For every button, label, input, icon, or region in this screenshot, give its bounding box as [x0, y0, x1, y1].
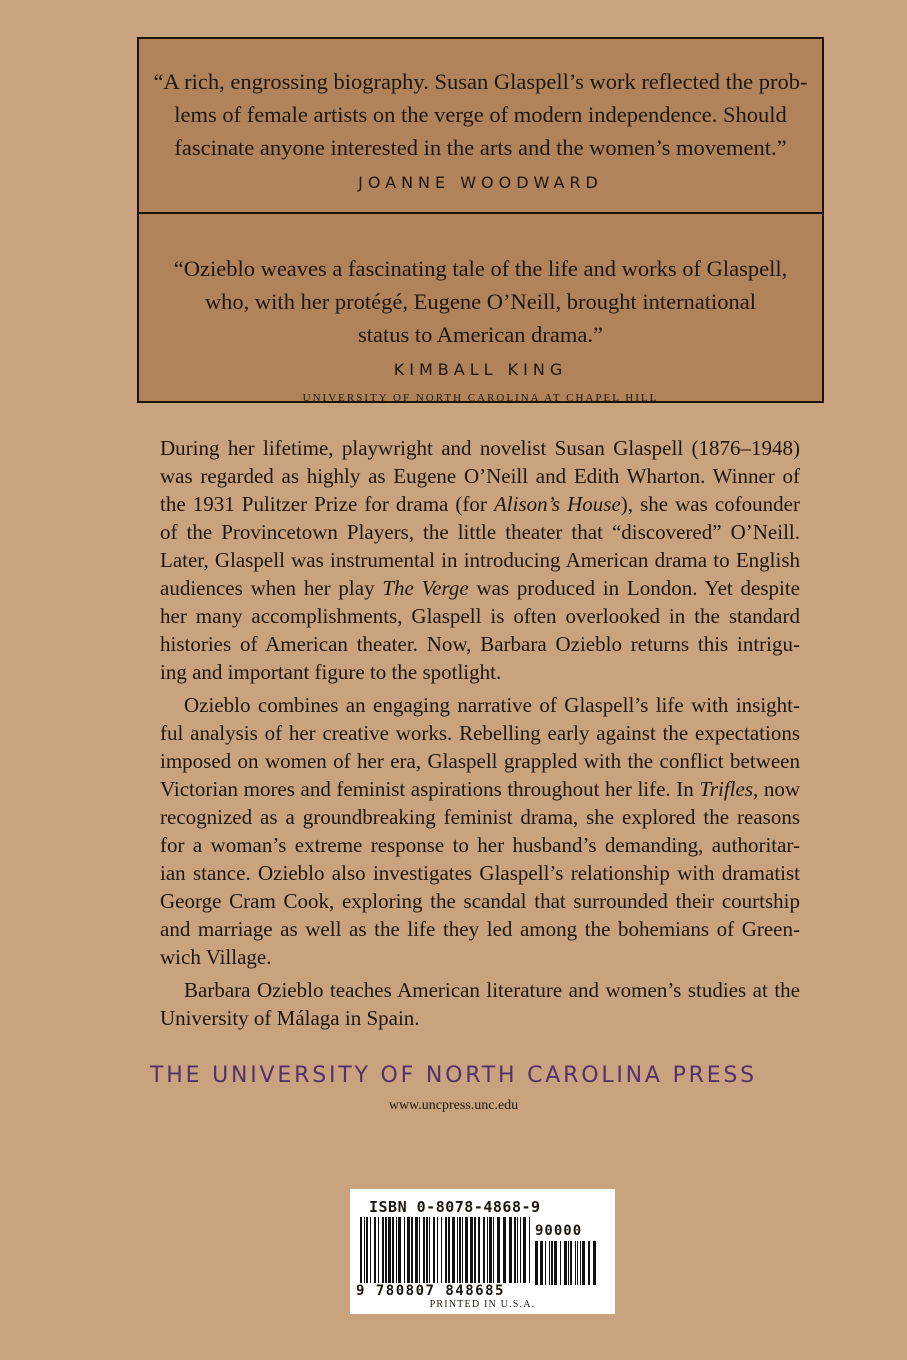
barcode-bar	[462, 1217, 463, 1283]
body-line: the 1931 Pulitzer Prize for drama (for Alison’s House), she was cofounder	[160, 492, 800, 516]
barcode-bar	[398, 1217, 401, 1283]
body-line: ful analysis of her creative works. Rebelling early against the expectations	[160, 721, 800, 745]
barcode-bar	[426, 1217, 428, 1283]
barcode-bar	[465, 1217, 468, 1283]
barcode-bar	[575, 1241, 576, 1285]
barcode-bar	[554, 1241, 557, 1285]
body-line: histories of American theater. Now, Barbara Ozieblo returns this intrigu-	[160, 632, 800, 656]
barcode-bar	[437, 1217, 438, 1283]
body-line: Victorian mores and feminist aspirations throughout her life. In Trifles, now	[160, 777, 800, 801]
barcode-label	[350, 1189, 615, 1314]
barcode-bar	[360, 1217, 362, 1283]
barcode-bar	[374, 1217, 376, 1283]
body-line: was regarded as highly as Eugene O’Neill and Edith Wharton. Winner of	[160, 464, 800, 488]
barcode-bar	[593, 1241, 596, 1285]
barcode-bar	[385, 1217, 387, 1283]
endorsement-king	[139, 214, 822, 404]
paragraph-1	[160, 434, 800, 686]
quote-line: who, with her protégé, Eugene O’Neill, brought international	[204, 289, 757, 314]
body-line: George Cram Cook, exploring the scandal that surrounded their courtship	[160, 889, 800, 913]
body-line: imposed on women of her era, Glaspell grappled with the conflict between	[160, 749, 800, 773]
barcode-bar	[415, 1217, 418, 1283]
barcode-bar	[489, 1217, 492, 1283]
barcode-bar	[493, 1217, 494, 1283]
body-line: recognized as a groundbreaking feminist drama, she explored the reasons	[160, 805, 800, 829]
barcode-bar	[564, 1241, 567, 1285]
barcode-bar	[448, 1217, 450, 1283]
barcode-bar	[509, 1217, 512, 1283]
quote-line: “Ozieblo weaves a fascinating tale of the life and works of Glaspell,	[173, 256, 788, 281]
quote-line: “A rich, engrossing biography. Susan Glaspell’s work reflected the prob-	[153, 69, 808, 94]
barcode-bar	[545, 1241, 546, 1285]
ean-digits: 9 780807 848685	[356, 1283, 505, 1299]
barcode-bar	[497, 1217, 500, 1283]
barcode-bar	[441, 1217, 442, 1283]
barcode-bar	[520, 1217, 521, 1283]
barcode-bar	[551, 1241, 553, 1285]
barcode-bar	[457, 1217, 458, 1283]
body-line: ing and important figure to the spotlight.	[160, 660, 502, 684]
barcode-bar	[378, 1217, 379, 1283]
attribution: KIMBALL KING	[393, 360, 568, 379]
barcode-bar	[474, 1217, 476, 1283]
endorsement-woodward	[139, 39, 822, 214]
barcode-bar	[560, 1241, 561, 1285]
barcode-bar	[568, 1241, 569, 1285]
barcode-bar	[411, 1217, 413, 1283]
barcode-bar	[478, 1217, 480, 1283]
price-code: 90000	[535, 1223, 583, 1239]
body-line: During her lifetime, playwright and novelist Susan Glaspell (1876–1948)	[160, 436, 800, 460]
barcode-bar	[483, 1217, 485, 1283]
barcode-bar	[459, 1217, 461, 1283]
barcode-bar	[429, 1217, 430, 1283]
body-line: wich Village.	[160, 945, 272, 969]
body-line: her many accomplishments, Glaspell is often overlooked in the standard	[160, 604, 800, 628]
barcode-bar	[452, 1217, 455, 1283]
barcode-bar	[364, 1217, 365, 1283]
quote-line: status to American drama.”	[358, 322, 603, 347]
paragraph-3	[160, 976, 800, 1032]
body-line: Barbara Ozieblo teaches American literature and women’s studies at the	[184, 978, 800, 1002]
quote-line: lems of female artists on the verge of modern independence. Should	[174, 102, 787, 127]
barcode-bar	[582, 1241, 585, 1285]
barcode-bar	[570, 1241, 572, 1285]
publisher-name: THE UNIVERSITY OF NORTH CAROLINA PRESS	[150, 1063, 757, 1088]
barcode-bar	[396, 1217, 397, 1283]
body-line: of the Provincetown Players, the little theater that “discovered” O’Neill.	[160, 520, 800, 544]
isbn-text: ISBN 0-8078-4868-9	[369, 1198, 541, 1216]
work-title: The Verge	[382, 576, 469, 600]
body-line: University of Málaga in Spain.	[160, 1006, 420, 1030]
barcode-bar	[580, 1241, 581, 1285]
affiliation: UNIVERSITY OF NORTH CAROLINA AT CHAPEL HILL	[302, 392, 659, 404]
ean-barcode	[360, 1217, 530, 1283]
barcode-bar	[549, 1241, 550, 1285]
body-line: for a woman’s extreme response to her husband’s demanding, authoritar-	[160, 833, 800, 857]
barcode-bar	[487, 1217, 488, 1283]
barcode-bar	[523, 1217, 526, 1283]
barcode-bar	[370, 1217, 371, 1283]
barcode-bar	[517, 1217, 518, 1283]
barcode-bar	[503, 1217, 506, 1283]
barcode-bar	[404, 1217, 405, 1283]
barcode-bar	[445, 1217, 447, 1283]
printed-in: PRINTED IN U.S.A.	[429, 1299, 536, 1310]
work-title: Alison’s House	[493, 492, 621, 516]
barcode-bar	[514, 1217, 516, 1283]
body-line: and marriage as well as the life they led among the bohemians of Green-	[160, 917, 800, 941]
barcode-bar	[577, 1241, 578, 1285]
body-line: audiences when her play The Verge was produced in London. Yet despite	[160, 576, 800, 600]
addon-barcode	[535, 1241, 597, 1285]
barcode-bar	[470, 1217, 473, 1283]
quote-line: fascinate anyone interested in the arts and the women’s movement.”	[174, 135, 787, 160]
barcode-bar	[433, 1217, 435, 1283]
barcode-bar	[419, 1217, 420, 1283]
endorsements-box	[137, 37, 824, 403]
body-line: Ozieblo combines an engaging narrative of Glaspell’s life with insight-	[184, 693, 800, 717]
barcode-bar	[382, 1217, 384, 1283]
description	[160, 434, 800, 1037]
body-line: ian stance. Ozieblo also investigates Glaspell’s relationship with dramatist	[160, 861, 800, 885]
barcode-bar	[540, 1241, 543, 1285]
work-title: Trifles	[699, 777, 754, 801]
body-line: Later, Glaspell was instrumental in introducing American drama to English	[160, 548, 800, 572]
barcode-bar	[529, 1217, 530, 1283]
paragraph-2	[160, 691, 800, 971]
barcode-bar	[535, 1241, 538, 1285]
barcode-bar	[366, 1217, 368, 1283]
barcode-bar	[423, 1217, 425, 1283]
barcode-bar	[588, 1241, 590, 1285]
barcode-bar	[407, 1217, 410, 1283]
publisher-url[interactable]: www.uncpress.unc.edu	[388, 1098, 519, 1113]
barcode-bar	[392, 1217, 394, 1283]
attribution: JOANNE WOODWARD	[358, 173, 603, 192]
barcode-bar	[388, 1217, 391, 1283]
